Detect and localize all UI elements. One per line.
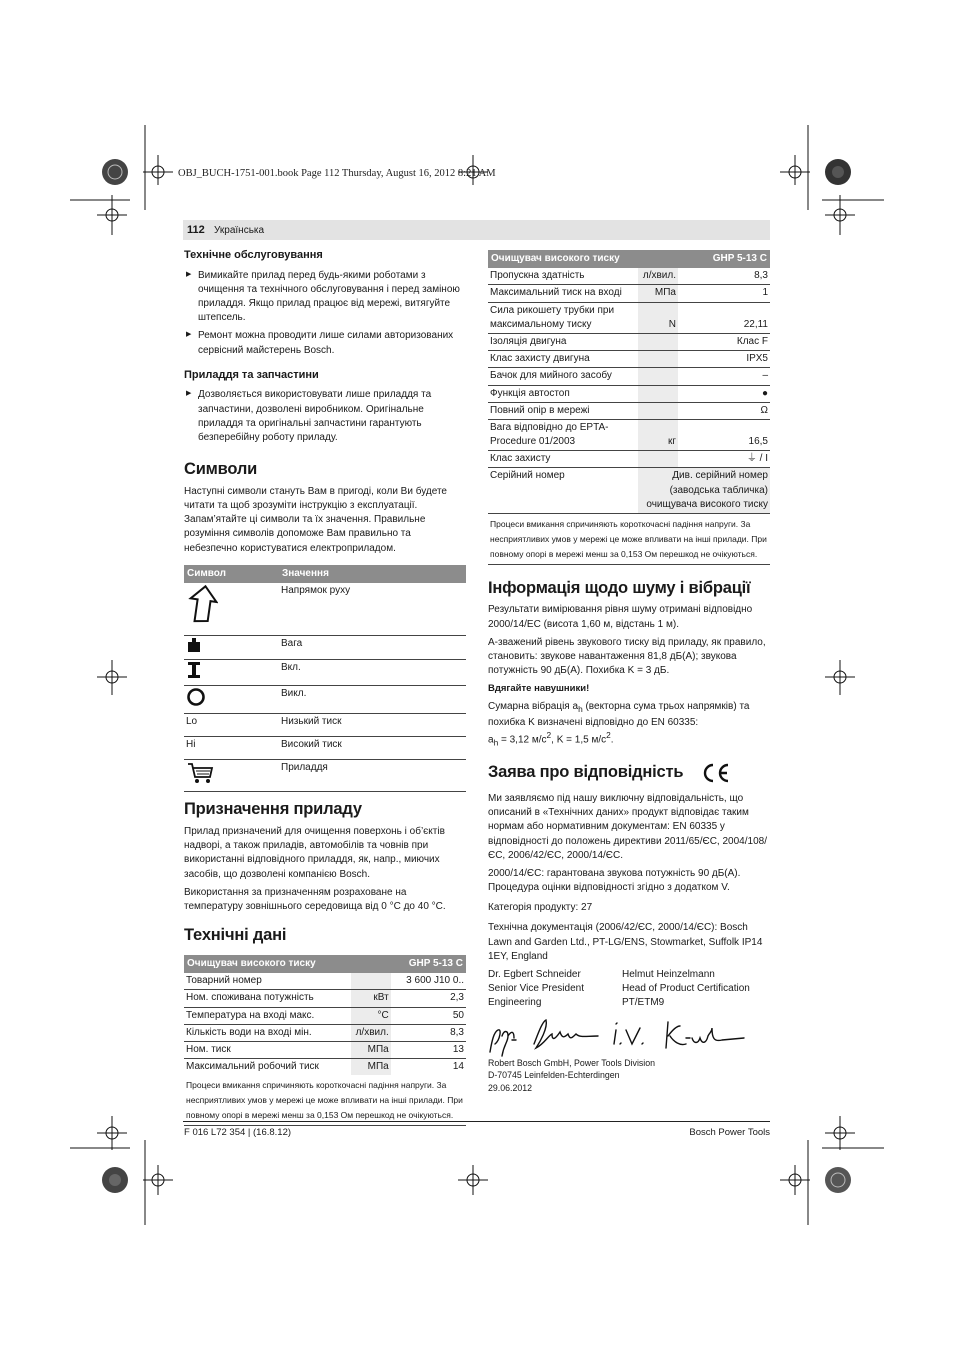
weight-icon <box>186 637 202 653</box>
left-column <box>184 248 466 1126</box>
conf-p3: Категорія продукту: 27 <box>488 902 593 914</box>
ce-mark-icon <box>701 763 731 783</box>
noise-p2: А-зважений рівень звукового тиску від приладу, як правило, становить: звукове навантаження 81,8 дБ(А); звукова потужність 90 дБ(А). Похибка K = 3 дБ. <box>488 636 766 677</box>
company-info: Robert Bosch GmbH, Power Tools Division D-70745 Leinfelden-Echterdingen 29.06.2012 <box>488 1058 656 1093</box>
page-header-bar <box>183 220 770 240</box>
table-row: Функція автостоп ● <box>488 385 770 402</box>
accessory-cart-icon <box>186 761 216 785</box>
signatories <box>488 968 770 1011</box>
noise-p1: Результати вимірювання рівня шуму отримані відповідно 2000/14/ЕС (висота 1,60 м, відстань 1 м). <box>488 604 753 630</box>
table-row: Кількість води на вході мін. л/хвил. 8,3 <box>184 1024 466 1041</box>
tech-note-2: Процеси вмикання спричиняють короткочасні падіння напруги. За несприятливих умов у мережі це може впливати на інші прилади. При повному опорі в мережі менш за 0,153 Ом перешкод не очікуються. <box>488 514 770 565</box>
maint-bullet-1: ▶ Вимикайте прилад перед будь-якими роботами з очищення та технічного обслуговування і перед заміною приладдя. Якщо прилад працює від мережі, витягуйте штепсель. <box>184 269 466 326</box>
conf-p1: Ми заявляємо під нашу виключну відповідальність, що описаний в «Технічних даних» продукт відповідає таким нормам або нормативним документам: EN 60335 у відповідності до положень директиви 2011/65/ЄС, 2004/108/ЄС, 2006/42/ЄС, 2000/14/ЄС. <box>488 792 767 861</box>
conformity-heading <box>488 763 770 783</box>
table-row: Бачок для мийного засобу – <box>488 368 770 385</box>
table-row: Повний опір в мережі Ω <box>488 402 770 419</box>
footer-left: F 016 L72 354 | (16.8.12) <box>184 1127 292 1138</box>
page-number: 112 <box>187 224 205 236</box>
power-off-icon <box>186 687 206 707</box>
table-row: Температура на вході макс. °C 50 <box>184 1007 466 1024</box>
sym-header-1: Символ <box>184 565 279 583</box>
noise-p3: Сумарна вібрація $a_h$ (векторна сума трьох напрямків) та похибка K визначені відповідно до EN 60335: $a_h = 3,12$ $м/с^2$, K = 1,5 $м/с^2$. <box>488 700 750 748</box>
table-row: Максимальний робочий тиск МПа 14 <box>184 1059 466 1076</box>
table-row: Напрямок руху <box>184 583 466 635</box>
symbols-table <box>184 565 466 792</box>
table-row: Максимальний тиск на вході МПа 1 <box>488 285 770 302</box>
tech-table-2: Очищувач високого тиску GHP 5-13 C Пропускна здатність л/хвил. 8,3 Максимальний тиск на вході МПа 1 Сила рикошету трубки при максимальному тиску N 22,11 Ізоляція двигуна Клас F Клас захисту двигуна IPX5 Бачок для мийного засобу – Функція автостоп ● Повний опір в мережі Ω Вага відповідно до EPTA-Procedure 01/2003 кг 16,5 Клас захисту ⏚ / I Серійний номер Див. серійний номер (заводська табличка) очищувача високого тиску <box>488 250 770 514</box>
purpose-p1: Прилад призначений для очищення поверхонь і об’єктів надворі, а також приладів, автомобілів та човнів при використанні відповідного приладдя, як, напр., миючих засобів, що дозволені компанією Bosch. <box>184 826 445 880</box>
sym-header-2: Значення <box>279 565 466 583</box>
table-row: Вага відповідно до EPTA-Procedure 01/2003 кг 16,5 <box>488 419 770 450</box>
noise-warning: Вдягайте навушники! <box>488 683 590 695</box>
maint-title: Технічне обслуговування <box>184 249 323 261</box>
table-row: Вкл. <box>184 659 466 685</box>
table-row: Ізоляція двигуна Клас F <box>488 333 770 350</box>
table-row: Сила рикошету трубки при максимальному тиску N 22,11 <box>488 302 770 333</box>
conf-p2: 2000/14/ЄС: гарантована звукова потужність 90 дБ(А). Процедура оцінки відповідності згідно з додатком V. <box>488 867 741 894</box>
table-row: Приладдя <box>184 760 466 792</box>
table-row: Hi Високий тиск <box>184 737 466 760</box>
footer-right: Bosch Power Tools <box>689 1127 770 1138</box>
tech-table-1: Очищувач високого тиску GHP 5-13 C Товарний номер 3 600 J10 0.. Ном. споживана потужність кВт 2,3 Температура на вході макс. °C 50 Кількість води на вході мін. л/хвил. 8,3 Ном. тиск МПа 13 Максимальний робочий тиск МПа 14 <box>184 955 466 1075</box>
symbols-intro: Наступні символи стануть Вам в пригоді, коли Ви будете читати та щоб зрозуміти інструкцію з експлуатації. Запам’ятайте ці символи та їх значення. Правильне розуміння символів допоможе Вам правильно та небезпечно користуватися електроприладом. <box>184 485 447 554</box>
book-line: OBJ_BUCH-1751-001.book Page 112 Thursday, August 16, 2012 8:21 AM <box>178 168 496 179</box>
signatory-2: Helmut Heinzelmann Head of Product Certification PT/ETM9 <box>622 969 750 1009</box>
table-row: Ном. споживана потужність кВт 2,3 <box>184 990 466 1007</box>
purpose-p2: Використання за призначенням розраховане на температуру зовнішнього середовища від 0 °C до 40 °C. <box>184 886 446 912</box>
conf-title: Заява про відповідність <box>488 763 684 782</box>
table-row: Серійний номер Див. серійний номер (заводська табличка) очищувача високого тиску <box>488 468 770 514</box>
table-row: Викл. <box>184 685 466 713</box>
footer-rule <box>183 1121 770 1122</box>
noise-title: Інформація щодо шуму і вібрації <box>488 578 751 597</box>
table-row: Клас захисту ⏚ / I <box>488 451 770 468</box>
maint-bullet-2: ▶ Ремонт можна проводити лише силами авторизованих сервісний майстерень Bosch. <box>184 329 466 357</box>
table-row: Ном. тиск МПа 13 <box>184 1041 466 1058</box>
table-row: Клас захисту двигуна IPX5 <box>488 351 770 368</box>
acc-bullet-1: ▶ Дозволяється використовувати лише приладдя та запчастини, дозволені виробником. Оригінальне приладдя та оригінальні запчастини гарантують безперебійну роботу приладу. <box>184 388 466 445</box>
conf-p4: Технічна документація (2006/42/ЄС, 2000/14/ЄС): Bosch Lawn and Garden Ltd., PT-LG/ENS, Stowmarket, Suffolk IP14 1EY, England <box>488 922 763 962</box>
table-row: Пропускна здатність л/хвил. 8,3 <box>488 268 770 285</box>
signatory-1: Dr. Egbert Schneider Senior Vice President Engineering <box>488 969 584 1009</box>
right-column <box>488 250 770 1011</box>
direction-arrow-icon <box>186 584 218 624</box>
power-on-icon <box>186 661 202 679</box>
table-row: Товарний номер 3 600 J10 0.. <box>184 973 466 990</box>
handwritten-signatures <box>486 1014 748 1058</box>
purpose-title: Призначення приладу <box>184 800 362 819</box>
symbols-title: Символи <box>184 460 258 479</box>
acc-title: Приладдя та запчастини <box>184 368 319 381</box>
language-label: Українська <box>214 225 265 236</box>
table-row: Lo Низький тиск <box>184 714 466 737</box>
tech-note-1: Процеси вмикання спричиняють короткочасні падіння напруги. За несприятливих умов у мережі це може впливати на інші прилади. При повному опорі в мережі менш за 0,153 Ом перешкод не очікуються. <box>184 1075 466 1126</box>
table-row: Вага <box>184 635 466 659</box>
tech-title: Технічні дані <box>184 926 287 945</box>
